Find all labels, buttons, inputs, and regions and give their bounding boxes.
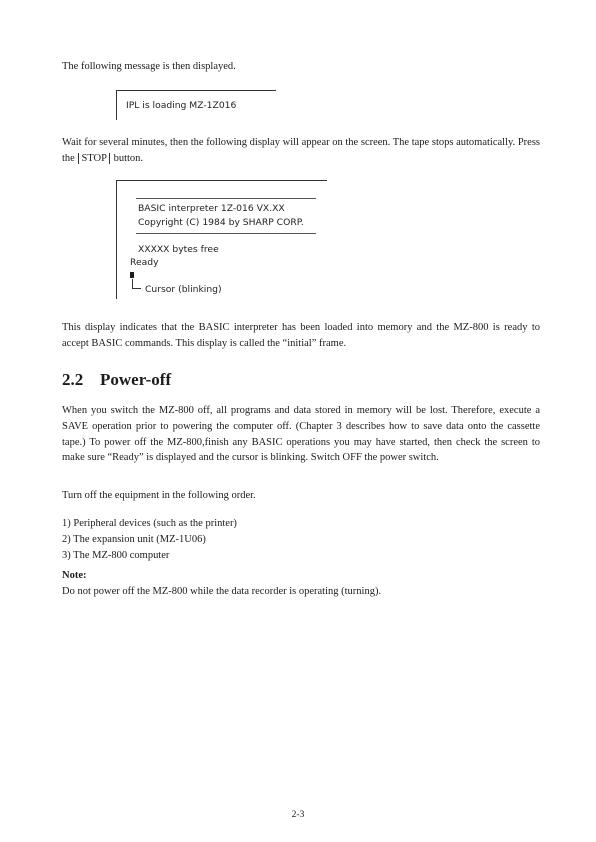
blinking-cursor-icon	[130, 272, 134, 278]
stop-key-label: STOP	[78, 153, 110, 164]
intro-text: The following message is then displayed.	[62, 61, 236, 72]
bytes-free-line: XXXXX bytes free	[138, 244, 219, 255]
banner-rule-bottom	[136, 233, 316, 234]
section-number: 2.2	[62, 370, 84, 389]
order-intro: Turn off the equipment in the following order.	[62, 490, 256, 501]
note-label: Note:	[62, 570, 87, 581]
screen-frame-top	[116, 180, 327, 181]
banner-rule-top	[136, 198, 316, 199]
screen-frame-top	[116, 90, 276, 91]
wait-text: Wait for several minutes, then the following display will appear on the screen. The tape stops automatically. Press the	[62, 137, 540, 164]
copyright-line: Copyright (C) 1984 by SHARP CORP.	[138, 217, 304, 228]
cursor-leader-line	[132, 288, 141, 289]
power-off-order-list	[62, 516, 237, 564]
poweroff-paragraph: When you switch the MZ-800 off, all programs and data stored in memory will be lost. Therefore, execute a SAVE operation prior to powering the computer off. (Chapter 3 describes how to save data onto the cassette tape.) To power off the MZ-800,finish any BASIC operations you may have started, then check the screen to make sure “Ready” is displayed and the cursor is blinking. Switch OFF the power switch.	[62, 405, 540, 464]
wait-text-end: button.	[113, 152, 144, 164]
interpreter-version-line: BASIC interpreter 1Z-016 VX.XX	[138, 203, 285, 214]
ipl-loading-message: IPL is loading MZ-1Z016	[126, 100, 237, 111]
wait-paragraph	[62, 135, 540, 167]
note-text: Do not power off the MZ-800 while the data recorder is operating (turning).	[62, 586, 382, 597]
cursor-callout-label: Cursor (blinking)	[145, 284, 222, 295]
list-item: 1) Peripheral devices (such as the printer)	[62, 518, 237, 529]
section-heading	[62, 367, 171, 393]
list-item: 3) The MZ-800 computer	[62, 550, 170, 561]
page-number: 2-3	[291, 810, 305, 820]
display-description: This display indicates that the BASIC interpreter has been loaded into memory and the MZ-800 is ready to accept BASIC commands. This display is called the “initial” frame.	[62, 322, 540, 349]
cursor-leader-line	[132, 279, 133, 288]
screen-frame-left	[116, 90, 117, 120]
screen-frame-left	[116, 180, 117, 299]
ready-prompt: Ready	[130, 257, 159, 268]
list-item: 2) The expansion unit (MZ-1U06)	[62, 534, 206, 545]
section-title: Power-off	[100, 370, 172, 389]
